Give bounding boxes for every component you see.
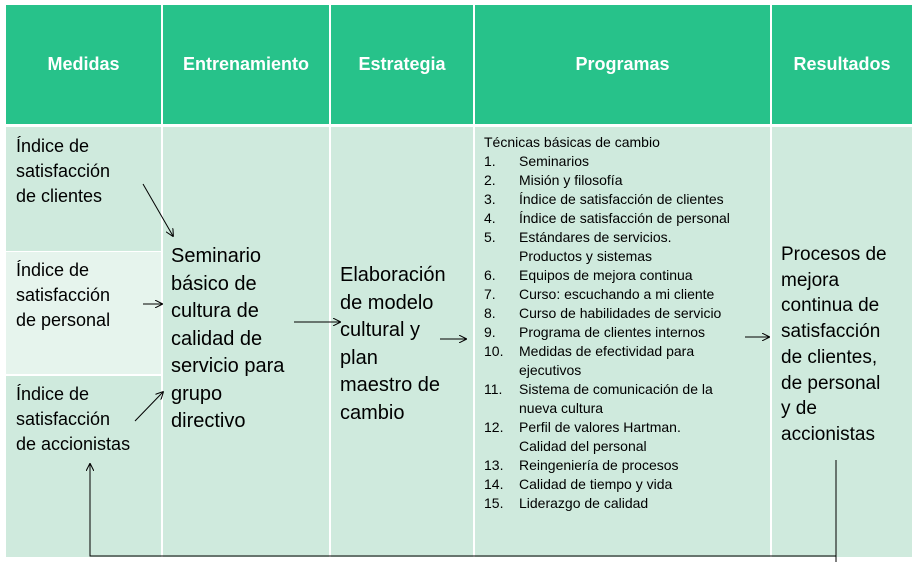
list-item: 7. Curso: escuchando a mi cliente (484, 286, 715, 302)
estrategia-text: Elaboración de modelo cultural y plan maestro de cambio (340, 264, 446, 424)
resultados-text: Procesos de mejora continua de satisfacción de clientes, de personal y de accionistas (781, 244, 887, 445)
list-item: 10. Medidas de efectividad para ejecutivos (484, 343, 695, 378)
header-programas: Programas (475, 5, 770, 124)
medida-personal: Índice de satisfacción de personal (16, 260, 111, 330)
arrow-clientes-to-seminario (143, 184, 173, 236)
medida-clientes: Índice de satisfacción de clientes (16, 136, 111, 206)
list-item: 1. Seminarios (484, 153, 590, 169)
header-resultados: Resultados (772, 5, 912, 124)
list-item: 4. Índice de satisfacción de personal (484, 210, 730, 226)
header-estrategia: Estrategia (331, 5, 473, 124)
entrenamiento-text: Seminario básico de cultura de calidad de servicio para grupo directivo (171, 245, 285, 432)
list-item: 9. Programa de clientes internos (484, 324, 705, 340)
medida-accionistas: Índice de satisfacción de accionistas (16, 384, 131, 454)
list-item: 8. Curso de habilidades de servicio (484, 305, 722, 321)
list-item: 11. Sistema de comunicación de la nueva cultura (484, 381, 713, 416)
programas-title: Técnicas básicas de cambio (484, 134, 660, 150)
header-medidas: Medidas (6, 5, 161, 124)
list-item: 5. Estándares de servicios. Productos y sistemas (484, 229, 672, 264)
list-item: 3. Índice de satisfacción de clientes (484, 191, 724, 207)
header-entrenamiento: Entrenamiento (163, 5, 329, 124)
list-item: 12. Perfil de valores Hartman. Calidad del personal (484, 419, 681, 454)
list-item: 6. Equipos de mejora continua (484, 267, 693, 283)
feedback-loop-line (90, 464, 836, 556)
list-item: 13. Reingeniería de procesos (484, 457, 679, 473)
list-item: 14. Calidad de tiempo y vida (484, 476, 673, 492)
arrow-accionistas-to-seminario (135, 392, 163, 421)
list-item: 2. Misión y filosofía (484, 172, 623, 188)
list-item: 15. Liderazgo de calidad (484, 495, 649, 511)
